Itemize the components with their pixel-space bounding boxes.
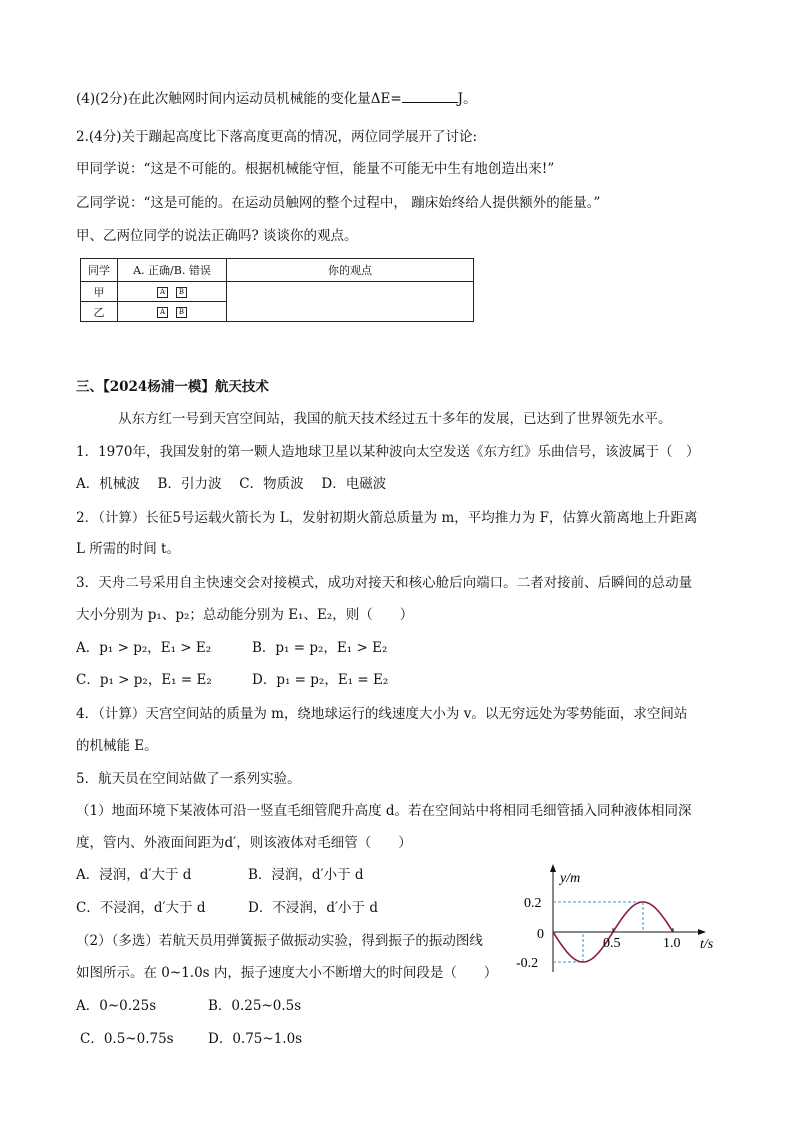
header-student: 同学: [81, 259, 118, 282]
q3-opt-a: A．p₁ > p₂，E₁ > E₂: [76, 640, 212, 656]
header-opinion: 你的观点: [227, 259, 474, 282]
q2-jia: 甲同学说：“这是不可能的。根据机械能守恒，能量不可能无中生有地创造出来!”: [76, 161, 555, 177]
option-a-checkbox[interactable]: A: [157, 287, 168, 298]
q5-p1-opt-c: C．不浸润，d′大于 d: [76, 900, 206, 916]
header-choice: A. 正确/B. 错误: [118, 259, 227, 282]
q3-opt-c: C．p₁ > p₂，E₁ = E₂: [76, 672, 212, 688]
q2-ask: 甲、乙两位同学的说法正确吗? 谈谈你的观点。: [76, 228, 358, 244]
table-row: [81, 282, 474, 302]
q2b-line1: 2．（计算）长征5号运载火箭长为 L，发射初期火箭总质量为 m，平均推力为 F，估算火箭离地上升距离: [76, 510, 698, 526]
q3-line2: 大小分别为 p₁、p₂；总动能分别为 E₁、E₂，则（ ）: [76, 607, 414, 623]
option-b-checkbox[interactable]: B: [176, 287, 187, 298]
y-axis-label: y/m: [560, 871, 581, 886]
x-axis-arrow: [698, 929, 706, 935]
q3-opt-b: B．p₁ = p₂，E₁ > E₂: [252, 640, 388, 656]
x-axis-label: t/s: [700, 937, 714, 952]
q4-text: (4)(2分)在此次触网时间内运动员机械能的变化量ΔE=: [76, 91, 402, 107]
y-axis-arrow: [550, 864, 556, 872]
row-choice: [118, 302, 227, 322]
option-b-checkbox[interactable]: B: [176, 307, 187, 318]
q5-p2-opt-c: C．0.5~0.75s: [80, 1031, 174, 1047]
opinion-table: [80, 258, 474, 322]
q5-p2-line1: （2）（多选）若航天员用弹簧振子做振动实验，得到振子的振动图线: [76, 933, 483, 949]
row-choice: [118, 282, 227, 302]
section-title: 航天技术: [214, 379, 269, 395]
q4-line: [76, 90, 477, 108]
q2-yi: 乙同学说：“这是可能的。在运动员触网的整个过程中， 蹦床始终给人提供额外的能量。”: [76, 195, 601, 211]
y-tick-label: -0.2: [516, 956, 539, 971]
y-tick-label: 0.2: [524, 896, 542, 911]
table-header-row: [81, 259, 474, 282]
q5-p2-opt-b: B．0.25~0.5s: [208, 998, 302, 1014]
row-name: 甲: [81, 282, 118, 302]
q4-unit: J。: [457, 91, 477, 107]
opinion-cell[interactable]: [227, 282, 474, 322]
q2b-line2: L 所需的时间 t。: [76, 541, 180, 557]
q3-opt-d: D．p₁ = p₂，E₁ = E₂: [252, 672, 389, 688]
section-number: 三、: [76, 379, 103, 395]
section3-intro: 从东方红一号到天宫空间站，我国的航天技术经过五十多年的发展，已达到了世界领先水平。: [118, 411, 672, 427]
q5-p1-line2: 度，管内、外液面间距为d′，则该液体对毛细管（ ）: [76, 835, 412, 851]
q4b-line1: 4．（计算）天宫空间站的质量为 m，绕地球运行的线速度大小为 v。以无穷远处为零势能面，求空间站: [76, 706, 688, 722]
section3-heading: [76, 378, 269, 396]
section-tag: 【2024杨浦一模】: [103, 379, 215, 395]
vibration-chart: [506, 860, 736, 980]
q4b-line2: 的机械能 E。: [76, 738, 158, 754]
q1-stem: 1．1970年，我国发射的第一颗人造地球卫星以某种波向太空发送《东方红》乐曲信号，该波属于（ ）: [76, 444, 700, 460]
q5-p1-opt-d: D．不浸润，d′小于 d: [248, 900, 378, 916]
q5-p2-opt-d: D．0.75~1.0s: [208, 1031, 303, 1047]
q5-p2-opt-a: A．0~0.25s: [76, 998, 157, 1014]
q5-p2-line2: 如图所示。在 0~1.0s 内，振子速度大小不断增大的时间段是（ ）: [76, 965, 498, 981]
answer-blank[interactable]: [402, 90, 458, 103]
q1-options: A．机械波 B．引力波 C．物质波 D．电磁波: [76, 476, 387, 492]
option-a-checkbox[interactable]: A: [157, 307, 168, 318]
origin-label: 0: [537, 927, 544, 942]
x-tick-label: 1.0: [663, 936, 681, 951]
q5-p1-opt-a: A．浸润，d′大于 d: [76, 867, 192, 883]
q5-p1-line1: （1）地面环境下某液体可沿一竖直毛细管爬升高度 d。若在空间站中将相同毛细管插入同种液体相同深: [76, 803, 692, 819]
q5-stem: 5．航天员在空间站做了一系列实验。: [76, 771, 301, 787]
q2-stem: 2.(4分)关于蹦起高度比下落高度更高的情况，两位同学展开了讨论:: [76, 129, 478, 145]
q3-line1: 3．天舟二号采用自主快速交会对接模式，成功对接天和核心舱后向端口。二者对接前、后瞬间的总动量: [76, 575, 693, 591]
x-tick-label: 0.5: [603, 936, 621, 951]
row-name: 乙: [81, 302, 118, 322]
q5-p1-opt-b: B．浸润，d′小于 d: [248, 867, 364, 883]
